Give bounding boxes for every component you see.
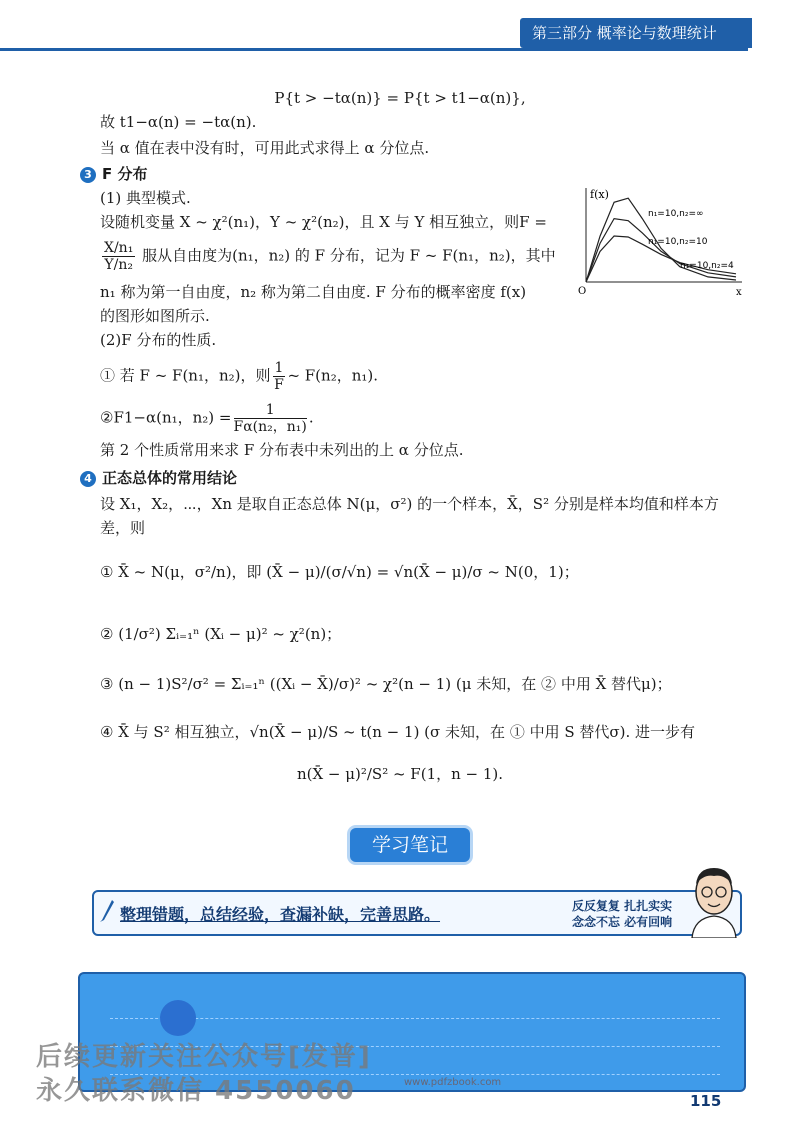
x-axis-label: x xyxy=(736,287,742,298)
normal-intro-1: 设 X₁，X₂，⋯，Xn 是取自正态总体 N(μ，σ²) 的一个样本，X̄，S² 分别是样本均值和样本方 xyxy=(100,495,719,513)
section-4-title: 正态总体的常用结论 xyxy=(102,469,238,487)
f-sub1: (1) 典型模式. xyxy=(100,189,191,207)
page-number: 115 xyxy=(690,1092,722,1110)
normal-result-2: ② (1/σ²) Σᵢ₌₁ⁿ (Xᵢ − μ)² ~ χ²(n)； xyxy=(100,625,342,643)
f-prop2: ②F1−α(n₁，n₂) = $\frac{1}{\text{Fα(n₂，n₁)}}$ . xyxy=(100,402,314,435)
watermark-site: www.pdfzbook.com xyxy=(404,1077,502,1088)
study-notes-badge: 学习笔记 xyxy=(350,828,470,862)
f-last: 第 2 个性质常用来求 F 分布表中未列出的上 α 分位点. xyxy=(100,441,464,459)
f-ratio-frac: $\frac{\text{X/n₁}}{\text{Y/n₂}}$ xyxy=(104,240,134,273)
f-p1: 设随机变量 X ~ χ²(n₁)，Y ~ χ²(n₂)，且 X 与 Y 相互独立，则F = xyxy=(100,213,547,231)
f-p2-rest: 服从自由度为(n₁，n₂) 的 F 分布，记为 F ~ F(n₁，n₂)，其中 xyxy=(142,246,556,265)
chapter-header: 第三部分 概率论与数理统计 xyxy=(520,18,752,48)
tip-text: 整理错题，总结经验，查漏补缺，完善思路。 xyxy=(120,905,441,924)
section-3-title: F 分布 xyxy=(102,165,148,183)
f-p3: n₁ 称为第一自由度，n₂ 称为第二自由度. F 分布的概率密度 f(x) xyxy=(100,283,527,301)
section-4-badge: 4 xyxy=(80,471,96,487)
teacher-avatar-icon xyxy=(684,862,744,938)
f-curve-label-1: n₁=10,n₂=∞ xyxy=(648,209,704,219)
normal-result-1: ① X̄ ~ N(μ，σ²/n)，即 (X̄ − μ)/(σ/√n) = √n(X̄ − μ)/σ ~ N(0，1)； xyxy=(100,563,579,581)
section-3-heading xyxy=(80,164,147,184)
y-axis-label: f(x) xyxy=(590,188,609,201)
section-3-badge: 3 xyxy=(80,167,96,183)
watermark-line-2: 永久联系微信 4550060 xyxy=(36,1076,356,1106)
t-tail-formula: P{t > −tα(n)} = P{t > t1−α(n)}, xyxy=(274,89,526,107)
f-sub2: (2)F 分布的性质. xyxy=(100,331,217,349)
f-p2 xyxy=(100,240,556,273)
normal-result-3: ③ (n − 1)S²/σ² = Σᵢ₌₁ⁿ ((Xᵢ − X̄)/σ)² ~ χ²(n − 1) (μ 未知，在 ② 中用 X̄ 替代μ)； xyxy=(100,675,672,693)
decor-circle xyxy=(160,1000,196,1036)
t-tail-note: 当 α 值在表中没有时，可用此式求得上 α 分位点. xyxy=(100,139,430,157)
f-density-chart xyxy=(576,182,748,300)
f-curve-label-2: n₁=10,n₂=10 xyxy=(648,237,708,247)
header-rule xyxy=(0,48,748,51)
normal-intro-2: 差，则 xyxy=(100,519,146,537)
f-curve-label-3: n₁=10,n₂=4 xyxy=(680,261,734,271)
motto-line-2: 念念不忘 必有回响 xyxy=(572,915,673,929)
normal-result-4: ④ X̄ 与 S² 相互独立，√n(X̄ − μ)/S ~ t(n − 1) (σ 未知，在 ① 中用 S 替代σ). 进一步有 xyxy=(100,723,696,741)
note-line xyxy=(110,1018,720,1019)
watermark-line-1: 后续更新关注公众号[发普] xyxy=(36,1042,372,1072)
origin-label: O xyxy=(578,286,587,297)
f-prop1: ① 若 F ~ F(n₁，n₂)，则 $\frac{1}{F}$ ~ F(n₂，n₁). xyxy=(100,360,379,393)
f-curve-2 xyxy=(586,219,736,282)
normal-result-4-cont: n(X̄ − μ)²/S² ~ F(1，n − 1). xyxy=(296,765,504,783)
section-4-heading xyxy=(80,468,237,488)
f-p4: 的图形如图所示. xyxy=(100,307,210,325)
pen-icon xyxy=(98,898,116,924)
t-tail-conclusion: 故 t1−α(n) = −tα(n). xyxy=(100,113,257,131)
motto-line-1: 反反复复 扎扎实实 xyxy=(572,899,673,913)
